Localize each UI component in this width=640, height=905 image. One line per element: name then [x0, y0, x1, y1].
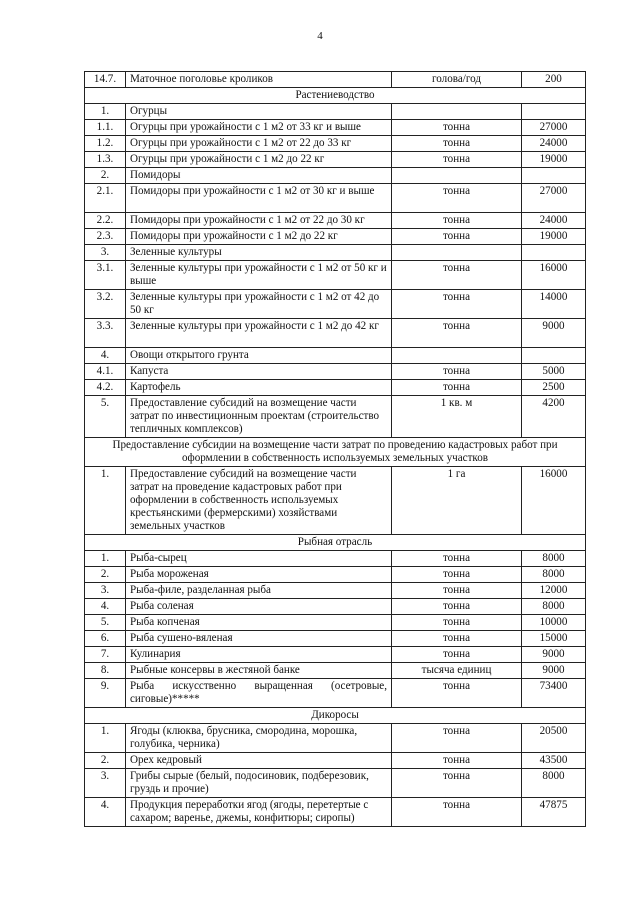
- row-price: 4200: [522, 396, 586, 438]
- table-row: [85, 136, 586, 152]
- row-unit: [392, 104, 522, 120]
- row-unit: тонна: [392, 319, 522, 348]
- row-number: 2.: [85, 753, 126, 769]
- row-name: Ягоды (клюква, брусника, смородина, морошка, голубика, черника): [126, 724, 392, 753]
- row-price: 73400: [522, 679, 586, 708]
- row-name: Картофель: [126, 380, 392, 396]
- row-price: 20500: [522, 724, 586, 753]
- row-number: 3.2.: [85, 290, 126, 319]
- row-number: 1.: [85, 467, 126, 535]
- row-number: 2.1.: [85, 184, 126, 213]
- section-header-row: [85, 88, 586, 104]
- row-name: Рыба искусственно выращенная (осетровые, сиговые)*****: [126, 679, 392, 708]
- table-row: [85, 631, 586, 647]
- row-number: 3.: [85, 245, 126, 261]
- row-name: Маточное поголовье кроликов: [126, 72, 392, 88]
- row-name: Капуста: [126, 364, 392, 380]
- row-name: Огурцы при урожайности с 1 м2 от 33 кг и выше: [126, 120, 392, 136]
- row-unit: тонна: [392, 213, 522, 229]
- row-number: 2.2.: [85, 213, 126, 229]
- row-number: 2.3.: [85, 229, 126, 245]
- table-row: [85, 364, 586, 380]
- row-price: [522, 245, 586, 261]
- row-name: Помидоры при урожайности с 1 м2 до 22 кг: [126, 229, 392, 245]
- table-row: [85, 769, 586, 798]
- table-row: [85, 647, 586, 663]
- row-unit: тонна: [392, 364, 522, 380]
- row-number: 5.: [85, 615, 126, 631]
- table-row: [85, 245, 586, 261]
- row-price: 43500: [522, 753, 586, 769]
- row-unit: [392, 348, 522, 364]
- table-row: [85, 104, 586, 120]
- table-row: [85, 213, 586, 229]
- row-unit: тонна: [392, 261, 522, 290]
- row-unit: [392, 168, 522, 184]
- row-name: Предоставление субсидий на возмещение части затрат по инвестиционным проектам (строительство тепличных комплексов): [126, 396, 392, 438]
- table-row: [85, 348, 586, 364]
- row-unit: тонна: [392, 380, 522, 396]
- page-number: 4: [317, 30, 323, 42]
- row-name: Огурцы при урожайности с 1 м2 от 22 до 33 кг: [126, 136, 392, 152]
- row-name: Зеленные культуры: [126, 245, 392, 261]
- row-price: 12000: [522, 583, 586, 599]
- row-name: Рыба-филе, разделанная рыба: [126, 583, 392, 599]
- row-price: 15000: [522, 631, 586, 647]
- row-number: 3.1.: [85, 261, 126, 290]
- row-price: 9000: [522, 647, 586, 663]
- row-number: 1.: [85, 724, 126, 753]
- section-title: Рыбная отрасль: [85, 535, 586, 551]
- row-name: Грибы сырые (белый, подосиновик, подберезовик, груздь и прочие): [126, 769, 392, 798]
- row-price: 5000: [522, 364, 586, 380]
- section-title: Предоставление субсидии на возмещение части затрат по проведению кадастровых работ при оформлении в собственность используемых земельных участков: [85, 438, 586, 467]
- row-number: 2.: [85, 168, 126, 184]
- row-unit: тонна: [392, 724, 522, 753]
- row-unit: 1 га: [392, 467, 522, 535]
- row-price: 9000: [522, 319, 586, 348]
- row-number: 4.: [85, 348, 126, 364]
- row-unit: тонна: [392, 769, 522, 798]
- row-number: 4.: [85, 599, 126, 615]
- table-row: [85, 396, 586, 438]
- row-name: Зеленные культуры при урожайности с 1 м2 от 50 кг и выше: [126, 261, 392, 290]
- table-row: [85, 724, 586, 753]
- table-row: [85, 567, 586, 583]
- row-number: 6.: [85, 631, 126, 647]
- row-number: 14.7.: [85, 72, 126, 88]
- row-price: 16000: [522, 467, 586, 535]
- row-name: Зеленные культуры при урожайности с 1 м2 от 42 до 50 кг: [126, 290, 392, 319]
- row-name: Рыба копченая: [126, 615, 392, 631]
- section-header-row: [85, 438, 586, 467]
- row-unit: тонна: [392, 647, 522, 663]
- table-row: [85, 551, 586, 567]
- table-row: [85, 753, 586, 769]
- row-price: 200: [522, 72, 586, 88]
- table-body: [85, 72, 586, 827]
- table-row: [85, 152, 586, 168]
- row-unit: [392, 245, 522, 261]
- row-price: 2500: [522, 380, 586, 396]
- row-unit: тонна: [392, 152, 522, 168]
- table-row: [85, 168, 586, 184]
- row-price: 19000: [522, 152, 586, 168]
- row-unit: тонна: [392, 551, 522, 567]
- table-row: [85, 120, 586, 136]
- row-name: Продукция переработки ягод (ягоды, перетертые с сахаром; варенье, джемы, конфитюры; сиропы): [126, 798, 392, 827]
- row-number: 1.3.: [85, 152, 126, 168]
- row-price: 14000: [522, 290, 586, 319]
- row-price: 24000: [522, 213, 586, 229]
- row-unit: тонна: [392, 798, 522, 827]
- row-unit: тысяча единиц: [392, 663, 522, 679]
- table-row: [85, 380, 586, 396]
- row-number: 1.2.: [85, 136, 126, 152]
- table-row: [85, 679, 586, 708]
- row-name: Предоставление субсидий на возмещение части затрат на проведение кадастровых работ при оформлении в собственность используемых крестьянскими (фермерскими) хозяйствами земельных участков: [126, 467, 392, 535]
- row-price: 8000: [522, 599, 586, 615]
- table-row: [85, 72, 586, 88]
- table-row: [85, 290, 586, 319]
- row-unit: тонна: [392, 229, 522, 245]
- row-name: Кулинария: [126, 647, 392, 663]
- table-row: [85, 615, 586, 631]
- row-unit: тонна: [392, 599, 522, 615]
- row-price: [522, 348, 586, 364]
- table-row: [85, 467, 586, 535]
- row-price: [522, 168, 586, 184]
- row-name: Огурцы: [126, 104, 392, 120]
- row-number: 3.: [85, 583, 126, 599]
- row-unit: тонна: [392, 290, 522, 319]
- row-name: Рыба сушено-вяленая: [126, 631, 392, 647]
- row-unit: тонна: [392, 679, 522, 708]
- row-price: 8000: [522, 769, 586, 798]
- row-unit: 1 кв. м: [392, 396, 522, 438]
- section-title: Растениеводство: [85, 88, 586, 104]
- row-price: 27000: [522, 184, 586, 213]
- row-unit: тонна: [392, 753, 522, 769]
- row-number: 4.1.: [85, 364, 126, 380]
- row-price: 8000: [522, 551, 586, 567]
- row-unit: тонна: [392, 631, 522, 647]
- row-price: 19000: [522, 229, 586, 245]
- row-price: 24000: [522, 136, 586, 152]
- row-number: 5.: [85, 396, 126, 438]
- table-row: [85, 184, 586, 213]
- row-unit: тонна: [392, 120, 522, 136]
- row-number: 2.: [85, 567, 126, 583]
- row-number: 1.1.: [85, 120, 126, 136]
- row-name: Овощи открытого грунта: [126, 348, 392, 364]
- row-number: 7.: [85, 647, 126, 663]
- table-row: [85, 229, 586, 245]
- table-row: [85, 319, 586, 348]
- row-name: Рыбные консервы в жестяной банке: [126, 663, 392, 679]
- table-row: [85, 798, 586, 827]
- section-header-row: [85, 535, 586, 551]
- row-name: Рыба соленая: [126, 599, 392, 615]
- row-unit: тонна: [392, 136, 522, 152]
- row-number: 3.3.: [85, 319, 126, 348]
- row-number: 8.: [85, 663, 126, 679]
- row-name: Зеленные культуры при урожайности с 1 м2 до 42 кг: [126, 319, 392, 348]
- table-row: [85, 261, 586, 290]
- table-row: [85, 663, 586, 679]
- row-name: Орех кедровый: [126, 753, 392, 769]
- row-price: 9000: [522, 663, 586, 679]
- row-price: 47875: [522, 798, 586, 827]
- row-price: [522, 104, 586, 120]
- row-unit: тонна: [392, 615, 522, 631]
- row-price: 16000: [522, 261, 586, 290]
- row-unit: тонна: [392, 184, 522, 213]
- row-price: 8000: [522, 567, 586, 583]
- row-price: 27000: [522, 120, 586, 136]
- row-price: 10000: [522, 615, 586, 631]
- row-number: 3.: [85, 769, 126, 798]
- row-unit: тонна: [392, 567, 522, 583]
- row-name: Помидоры: [126, 168, 392, 184]
- row-name: Рыба мороженая: [126, 567, 392, 583]
- row-unit: голова/год: [392, 72, 522, 88]
- row-name: Помидоры при урожайности с 1 м2 от 22 до 30 кг: [126, 213, 392, 229]
- row-name: Помидоры при урожайности с 1 м2 от 30 кг и выше: [126, 184, 392, 213]
- row-number: 9.: [85, 679, 126, 708]
- row-name: Рыба-сырец: [126, 551, 392, 567]
- row-number: 4.2.: [85, 380, 126, 396]
- row-number: 4.: [85, 798, 126, 827]
- row-number: 1.: [85, 104, 126, 120]
- section-title: Дикоросы: [85, 708, 586, 724]
- row-number: 1.: [85, 551, 126, 567]
- table-row: [85, 583, 586, 599]
- row-unit: тонна: [392, 583, 522, 599]
- subsidy-rates-table: [84, 71, 586, 827]
- section-header-row: [85, 708, 586, 724]
- row-name: Огурцы при урожайности с 1 м2 до 22 кг: [126, 152, 392, 168]
- table-row: [85, 599, 586, 615]
